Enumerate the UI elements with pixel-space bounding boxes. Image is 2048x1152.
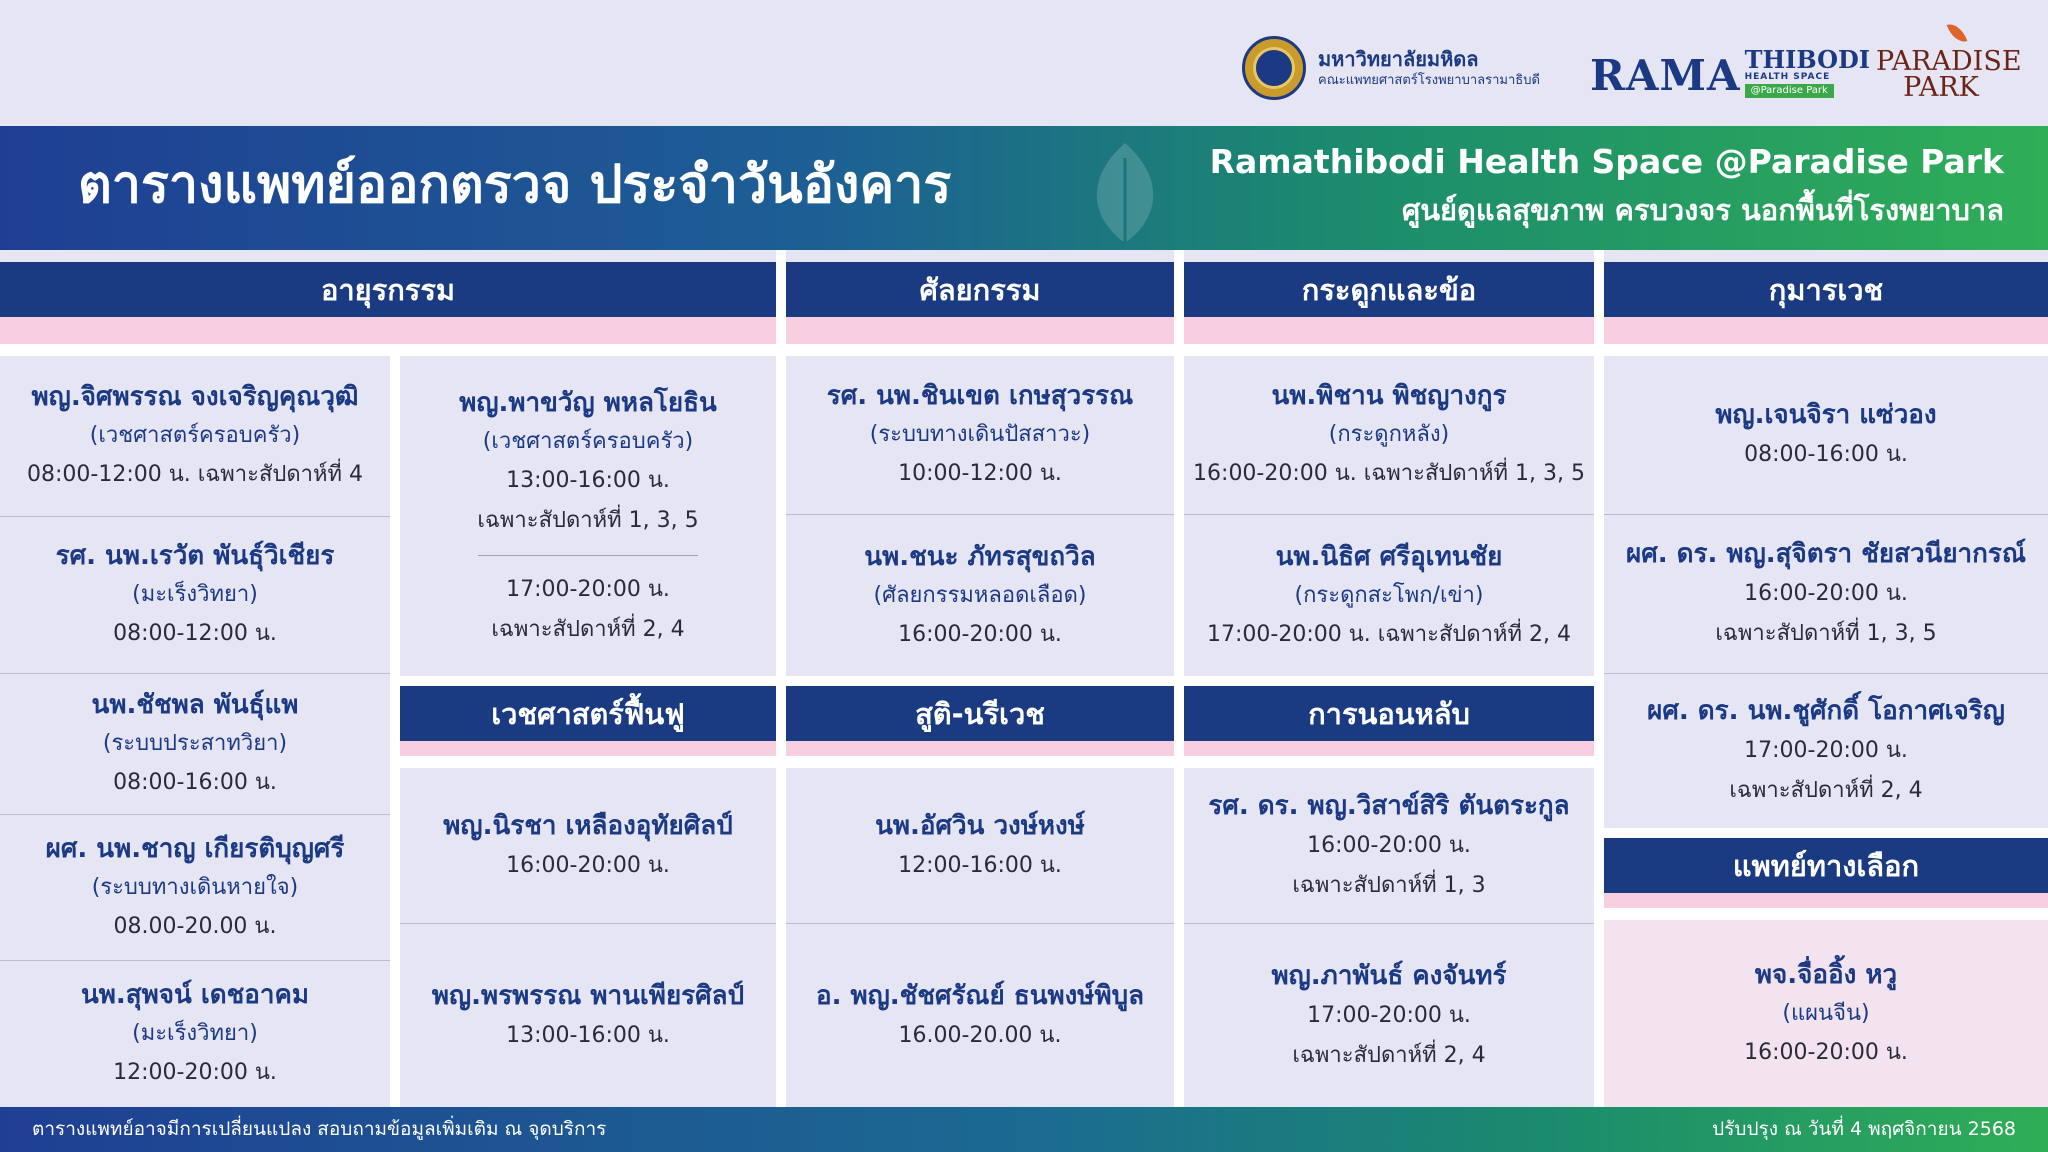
doctor-name: พญ.ภาพันธ์ คงจันทร์ [1271, 960, 1507, 991]
page-title: ตารางแพทย์ออกตรวจ ประจำวันอังคาร [78, 155, 952, 215]
dept-title: เวชศาสตร์ฟื้นฟู [400, 686, 776, 741]
mahidol-name: มหาวิทยาลัยมหิดล [1318, 47, 1479, 71]
doctor-specialty: (แผนจีน) [1782, 1000, 1870, 1026]
title-banner [0, 126, 2048, 250]
dept-header-orthopedics [1184, 262, 1594, 344]
doctor-time: 16:00-20:00 น. เฉพาะสัปดาห์ที่ 1, 3, 5 [1193, 461, 1585, 486]
doctor-card [400, 924, 776, 1107]
doctor-name: นพ.นิธิศ ศรีอุเทนชัย [1275, 541, 1503, 572]
doctor-card [0, 815, 390, 960]
paradise-wordmark: PARADISE [1876, 46, 2022, 77]
doctor-time: 08:00-12:00 น. เฉพาะสัปดาห์ที่ 4 [27, 462, 363, 487]
doctor-card [0, 356, 390, 516]
doctor-time: 08:00-16:00 น. [1744, 442, 1908, 467]
doctor-name: นพ.สุพจน์ เดชอาคม [80, 980, 310, 1010]
doctor-week-note: เฉพาะสัปดาห์ที่ 1, 3 [1292, 872, 1486, 898]
doctor-specialty: (เวชศาสตร์ครอบครัว) [89, 423, 301, 448]
doctor-name: พจ.จื่ออิ้ง หวู [1754, 959, 1898, 990]
doctor-card [1604, 674, 2048, 828]
doctor-card [1604, 920, 2048, 1107]
doctor-card [1184, 924, 1594, 1107]
doctor-card [786, 924, 1174, 1107]
doctor-specialty: (ระบบทางเดินปัสสาวะ) [869, 422, 1091, 447]
dept-title: การนอนหลับ [1184, 686, 1594, 741]
doctor-time: 16.00-20.00 น. [898, 1022, 1062, 1048]
doctor-time: 13:00-16:00 น. [506, 1022, 670, 1048]
doctor-card [1604, 515, 2048, 673]
doctor-specialty: (มะเร็งวิทยา) [132, 582, 258, 607]
doctor-time: 17:00-20:00 น. เฉพาะสัปดาห์ที่ 2, 4 [1207, 621, 1571, 647]
doctor-week-note: เฉพาะสัปดาห์ที่ 2, 4 [1729, 778, 1923, 803]
mahidol-faculty: คณะแพทยศาสตร์โรงพยาบาลรามาธิบดี [1318, 73, 1540, 88]
doctor-time: 08:00-12:00 น. [113, 621, 277, 646]
doctor-time: 17:00-20:00 น. [1307, 1002, 1471, 1028]
doctor-specialty: (ศัลยกรรมหลอดเลือด) [873, 582, 1087, 608]
doctor-time: 12:00-16:00 น. [898, 852, 1062, 878]
doctor-week-note: เฉพาะสัปดาห์ที่ 2, 4 [1292, 1042, 1486, 1068]
doctor-name: พญ.เจนจิรา แซ่วอง [1715, 400, 1937, 430]
doctor-card [0, 517, 390, 673]
dept-title: กระดูกและข้อ [1184, 262, 1594, 317]
doctor-time: 16:00-20:00 น. [1307, 832, 1471, 858]
doctor-name: พญ.จิศพรรณ จงเจริญคุณวุฒิ [31, 382, 359, 412]
center-tagline: ศูนย์ดูแลสุขภาพ ครบวงจร นอกพื้นที่โรงพยาบาล [1401, 193, 2004, 227]
doctor-card [786, 356, 1174, 514]
doctor-card [0, 674, 390, 814]
doctor-time: 17:00-20:00 น. [1744, 738, 1908, 763]
doctor-time: 16:00-20:00 น. [1744, 581, 1908, 606]
doctor-card [1184, 768, 1594, 923]
doctor-name: นพ.ชัชพล พันธุ์แพ [91, 690, 299, 720]
doctor-time: 13:00-16:00 น. [506, 467, 670, 493]
doctor-time: 08.00-20.00 น. [113, 913, 277, 939]
doctor-name: นพ.ชนะ ภัทรสุขถวิล [864, 541, 1096, 572]
leaf-icon [1947, 20, 1968, 45]
doctor-card [400, 356, 776, 676]
doctor-specialty: (ระบบประสาทวิยา) [102, 731, 288, 756]
dept-title: สูติ-นรีเวช [786, 686, 1174, 741]
dept-header-surgery [786, 262, 1174, 344]
thibodi-wordmark: THIBODI [1744, 45, 1871, 74]
paradise-park-logo [1876, 22, 2022, 103]
dept-header-internal-medicine [0, 262, 776, 344]
doctor-name: รศ. ดร. พญ.วิสาข์สิริ ตันตระกูล [1208, 790, 1570, 821]
doctor-card [400, 768, 776, 923]
doctor-card [0, 961, 390, 1107]
doctor-specialty: (เวชศาสตร์ครอบครัว) [482, 428, 694, 454]
doctor-time: 08:00-16:00 น. [113, 770, 277, 795]
health-space-text: HEALTH SPACE [1744, 72, 1831, 82]
ramathibodi-health-space-logo [1590, 40, 1870, 100]
doctor-week-note: เฉพาะสัปดาห์ที่ 1, 3, 5 [477, 507, 699, 533]
mahidol-logo [1242, 36, 1540, 100]
dept-title: แพทย์ทางเลือก [1604, 838, 2048, 893]
mahidol-seal-icon [1242, 36, 1306, 100]
doctor-card [1604, 356, 2048, 514]
doctor-name: นพ.พิชาน พิชญางกูร [1271, 381, 1507, 411]
doctor-time: 16:00-20:00 น. [1744, 1039, 1908, 1065]
footer-bar [0, 1107, 2048, 1152]
doctor-name: ผศ. ดร. นพ.ชูศักดิ์ โอกาศเจริญ [1647, 696, 2005, 726]
doctor-time: 10:00-12:00 น. [898, 461, 1062, 486]
doctor-time: 16:00-20:00 น. [898, 621, 1062, 647]
doctor-time: 16:00-20:00 น. [506, 852, 670, 878]
doctor-week-note: เฉพาะสัปดาห์ที่ 2, 4 [491, 616, 685, 642]
doctor-card [786, 768, 1174, 923]
doctor-time: 12:00-20:00 น. [113, 1060, 277, 1085]
paradise-park-tag: @Paradise Park [1745, 84, 1834, 98]
doctor-week-note: เฉพาะสัปดาห์ที่ 1, 3, 5 [1715, 621, 1937, 646]
doctor-card [786, 515, 1174, 676]
doctor-time: 17:00-20:00 น. [506, 576, 670, 602]
dept-title: อายุรกรรม [0, 262, 776, 317]
dept-header-pediatrics [1604, 262, 2048, 344]
last-updated: ปรับปรุง ณ วันที่ 4 พฤศจิกายน 2568 [1712, 1118, 2016, 1140]
dept-title: กุมารเวช [1604, 262, 2048, 317]
doctor-card [1184, 356, 1594, 514]
doctor-specialty: (กระดูกสะโพก/เข่า) [1294, 582, 1484, 608]
doctor-name: นพ.อัศวิน วงษ์หงษ์ [875, 810, 1085, 841]
doctor-name: ผศ. ดร. พญ.สุจิตรา ชัยสวนียากรณ์ [1625, 539, 2026, 569]
leaf-decoration-icon [1080, 138, 1170, 248]
doctor-specialty: (ระบบทางเดินหายใจ) [91, 874, 299, 900]
dept-title: ศัลยกรรม [786, 262, 1174, 317]
doctor-name: พญ.พาขวัญ พหลโยธิน [459, 387, 717, 418]
doctor-name: ผศ. นพ.ชาญ เกียรติบุญศรี [45, 833, 345, 864]
center-name: Ramathibodi Health Space @Paradise Park [1209, 142, 2004, 181]
doctor-name: อ. พญ.ชัชศรัณย์ ธนพงษ์พิบูล [815, 980, 1145, 1011]
park-wordmark: PARK [1903, 72, 1979, 103]
doctor-name: รศ. นพ.เรวัต พันธุ์วิเชียร [55, 541, 335, 571]
doctor-specialty: (กระดูกหลัง) [1328, 422, 1450, 447]
doctor-name: พญ.พรพรรณ พานเพียรศิลป์ [431, 980, 745, 1011]
doctor-card [1184, 515, 1594, 676]
schedule-change-notice: ตารางแพทย์อาจมีการเปลี่ยนแปลง สอบถามข้อมูลเพิ่มเติม ณ จุดบริการ [32, 1118, 607, 1140]
doctor-name: รศ. นพ.ชินเขต เกษสุวรรณ [826, 381, 1134, 411]
rama-wordmark: RAMA [1590, 51, 1741, 100]
divider [478, 555, 698, 556]
doctor-specialty: (มะเร็งวิทยา) [132, 1021, 258, 1046]
doctor-name: พญ.นิรชา เหลืองอุทัยศิลป์ [443, 810, 733, 841]
